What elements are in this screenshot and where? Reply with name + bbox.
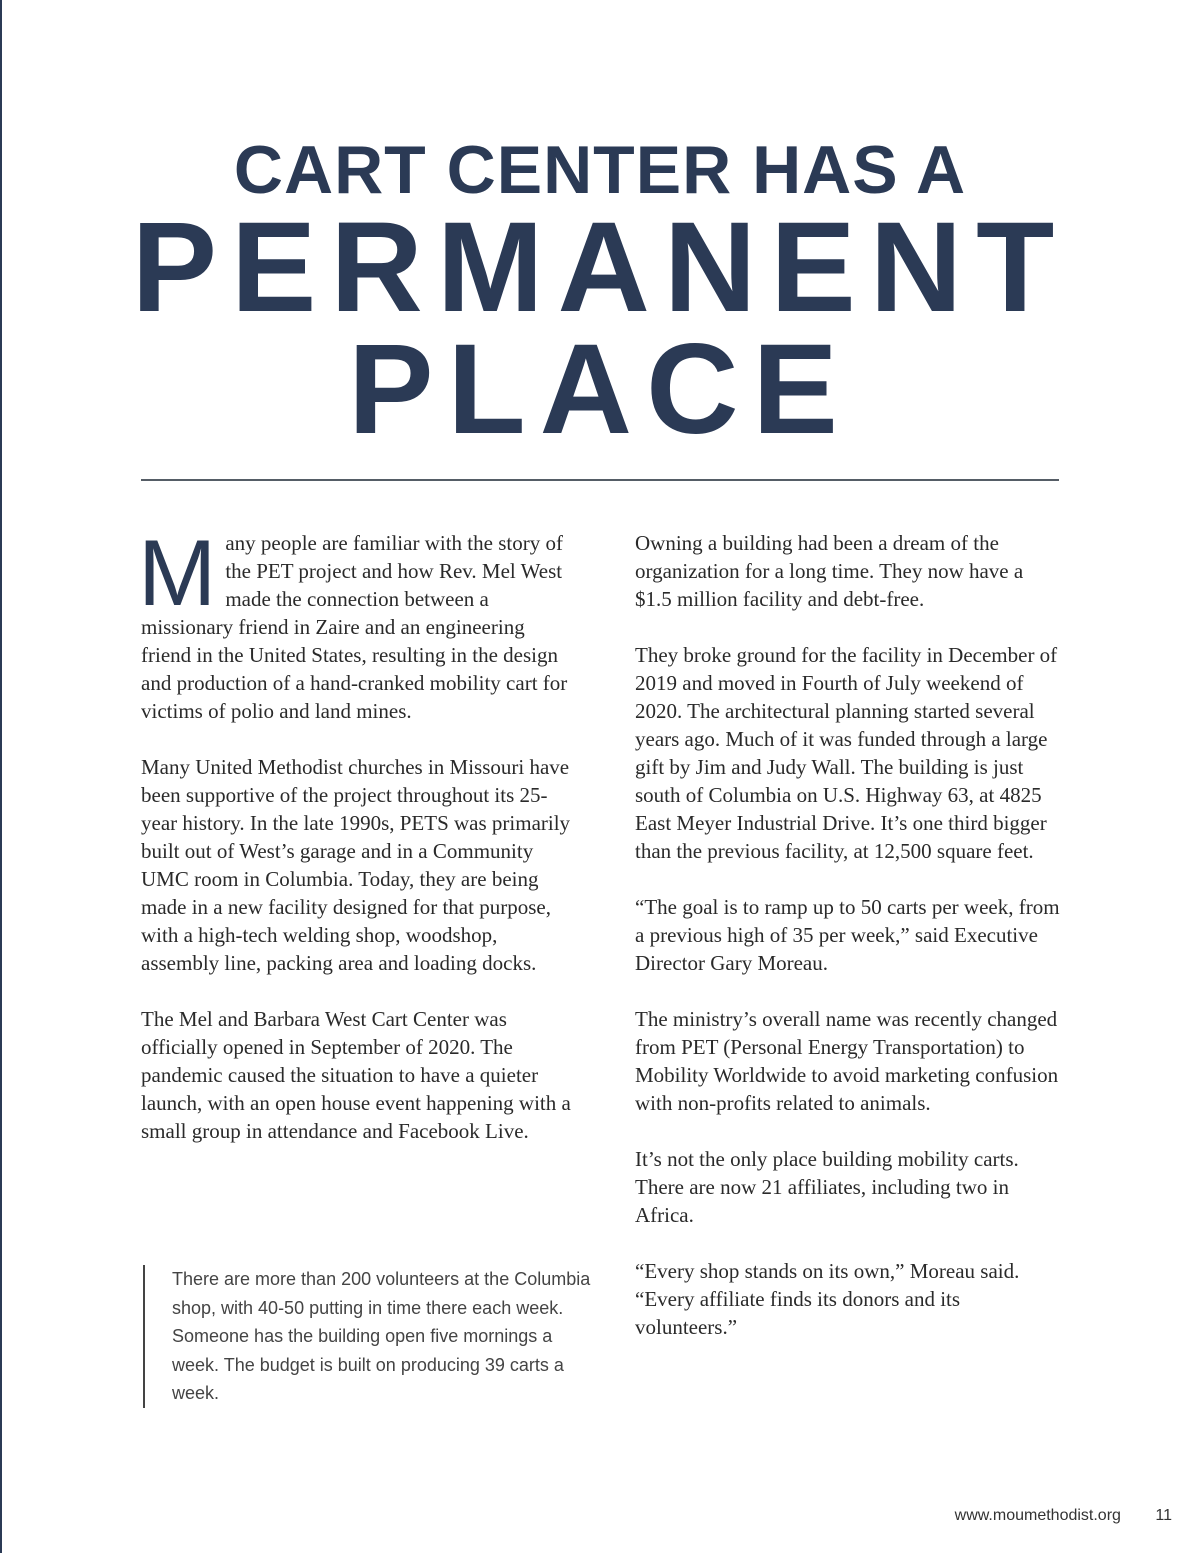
- article-right-column: [635, 529, 1065, 1369]
- article-paragraph-text: any people are familiar with the story of the PET project and how Rev. Mel West made the connection between a missionary friend in Zaire and an engineering friend in the United States, resulting in the design and production of a hand-cranked mobility cart for victims of polio and land mines.: [141, 531, 568, 723]
- article-paragraph: Many United Methodist churches in Missouri have been supportive of the project throughout its 25-year history. In the late 1990s, PETS was primarily built out of West’s garage and in a Community UMC room in Columbia. Today, they are being made in a new facility designed for that purpose, with a high-tech welding shop, woodshop, assembly line, packing area and loading docks.: [141, 755, 571, 975]
- footer-url: www.moumethodist.org: [954, 1507, 1121, 1524]
- article-paragraph: The ministry’s overall name was recently changed from PET (Personal Energy Transportation) to Mobility Worldwide to avoid marketing confusion with non-profits related to animals.: [635, 1007, 1059, 1115]
- pull-quote: There are more than 200 volunteers at the Columbia shop, with 40-50 putting in time there each week. Someone has the building open five mornings a week. The budget is built on producing 39 carts a week.: [143, 1265, 592, 1408]
- headline-divider: [141, 479, 1059, 481]
- article-paragraph: They broke ground for the facility in December of 2019 and moved in Fourth of July weekend of 2020. The architectural planning started several years ago. Much of it was funded through a large gift by Jim and Judy Wall. The building is just south of Columbia on U.S. Highway 63, at 4825 East Meyer Industrial Drive. It’s one third bigger than the previous facility, at 12,500 square feet.: [635, 643, 1058, 863]
- article-left-column: [138, 520, 571, 1173]
- headline-line-2: PERMANENT: [131, 196, 1069, 339]
- page-footer: [955, 1507, 1172, 1525]
- article-paragraph: Owning a building had been a dream of the organization for a long time. They now have a $1.5 million facility and debt-free.: [635, 531, 1024, 611]
- article-paragraph: It’s not the only place building mobility carts. There are now 21 affiliates, including two in Africa.: [635, 1147, 1019, 1227]
- headline-line-1: CART CENTER HAS A: [233, 132, 967, 208]
- article-paragraph: [138, 520, 571, 725]
- article-paragraph: The Mel and Barbara West Cart Center was officially opened in September of 2020. The pandemic caused the situation to have a quieter launch, with an open house event happening with a small group in attendance and Facebook Live.: [141, 1007, 571, 1143]
- drop-cap: M: [138, 520, 217, 625]
- page-number: 11: [1155, 1507, 1172, 1524]
- article-paragraph: “Every shop stands on its own,” Moreau said. “Every affiliate finds its donors and its volunteers.”: [635, 1259, 1020, 1339]
- headline-line-3: PLACE: [348, 318, 852, 461]
- article-paragraph: “The goal is to ramp up to 50 carts per week, from a previous high of 35 per week,” said Executive Director Gary Moreau.: [635, 895, 1060, 975]
